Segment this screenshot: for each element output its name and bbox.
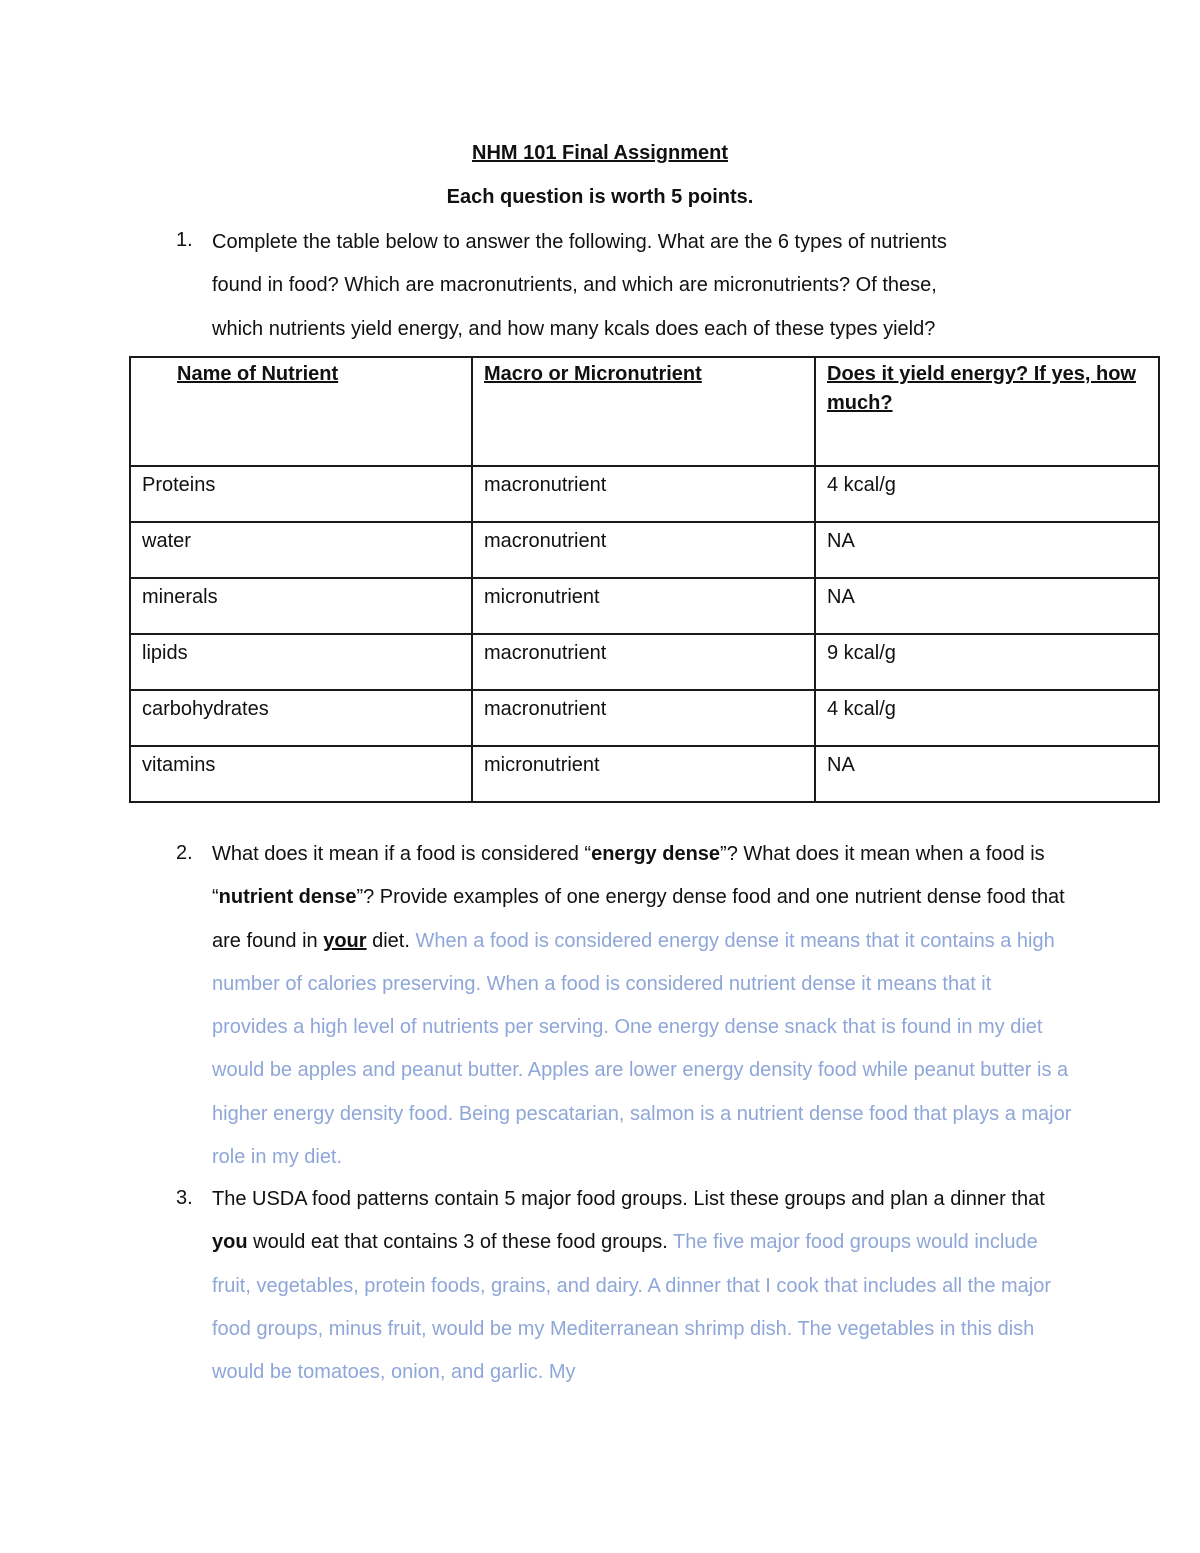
question-2-prompt: ”? What does it mean when a food is “ [212, 843, 1045, 909]
table-row [130, 466, 1159, 522]
table-cell: vitamins [130, 746, 472, 802]
table-cell: 4 kcal/g [815, 690, 1159, 746]
term-you: you [212, 1231, 248, 1254]
table-row [130, 690, 1159, 746]
nutrient-table [129, 356, 1160, 803]
table-row [130, 578, 1159, 634]
question-2-answer: When a food is considered energy dense it means that it contains a high number of calories preserving. When a food is considered nutrient dense it means that it provides a high level of nutrients per serving. One energy dense snack that is found in my diet would be apples and peanut butter. Apples are lower energy density food while peanut butter is a higher energy density food. Being pescatarian, salmon is a nutrient dense food that plays a major role in my diet. [212, 929, 1072, 1169]
question-1-line: which nutrients yield energy, and how many kcals does each of these types yield? [212, 317, 936, 340]
question-2-prompt: ”? Provide examples of one energy dense food and one nutrient dense food that are found in [212, 886, 1065, 952]
table-cell: 4 kcal/g [815, 466, 1159, 522]
table-cell: macronutrient [472, 690, 815, 746]
term-nutrient-dense: nutrient dense [218, 886, 357, 909]
question-3-text [212, 1178, 1072, 1394]
question-3-prompt: The USDA food patterns contain 5 major food groups. List these groups and plan a dinner that [212, 1188, 1045, 1210]
question-3-prompt: would eat that contains 3 of these food groups. [247, 1231, 674, 1254]
table-cell: NA [815, 522, 1159, 578]
question-2-prompt: diet. [366, 929, 416, 952]
table-header-row [130, 357, 1159, 466]
document-subtitle: Each question is worth 5 points. [446, 186, 754, 208]
table-row [130, 746, 1159, 802]
document-title: NHM 101 Final Assignment [472, 142, 728, 164]
table-cell: micronutrient [472, 578, 815, 634]
header-yield-energy: Does it yield energy? If yes, how much? [815, 357, 1159, 466]
header-name-of-nutrient: Name of Nutrient [130, 357, 472, 466]
table-cell: Proteins [130, 466, 472, 522]
table-cell: macronutrient [472, 466, 815, 522]
table-row [130, 634, 1159, 690]
term-energy-dense: energy dense [591, 843, 721, 865]
term-your: your [323, 929, 367, 952]
table-cell: macronutrient [472, 634, 815, 690]
question-3-answer: The five major food groups would include fruit, vegetables, protein foods, grains, and dairy. A dinner that I cook that includes all the major food groups, minus fruit, would be my Mediterranean shrimp dish. The vegetables in this dish would be tomatoes, onion, and garlic. My [212, 1231, 1052, 1384]
question-1-line: Complete the table below to answer the following. What are the 6 types of nutrients [212, 231, 947, 253]
question-1-text [212, 221, 1072, 351]
table-cell: micronutrient [472, 746, 815, 802]
question-3-number: 3. [176, 1187, 193, 1209]
table-cell: NA [815, 746, 1159, 802]
question-1-line: found in food? Which are macronutrients, and which are micronutrients? Of these, [212, 274, 937, 297]
question-2-prompt: What does it mean if a food is considered “ [212, 843, 592, 865]
question-1-number: 1. [176, 229, 193, 251]
question-2-number: 2. [176, 842, 193, 864]
table-cell: water [130, 522, 472, 578]
header-macro-or-micro: Macro or Micronutrient [472, 357, 815, 466]
table-cell: minerals [130, 578, 472, 634]
question-2-text [212, 833, 1072, 1179]
table-cell: lipids [130, 634, 472, 690]
table-cell: macronutrient [472, 522, 815, 578]
table-cell: NA [815, 578, 1159, 634]
table-row [130, 522, 1159, 578]
table-cell: 9 kcal/g [815, 634, 1159, 690]
table-cell: carbohydrates [130, 690, 472, 746]
